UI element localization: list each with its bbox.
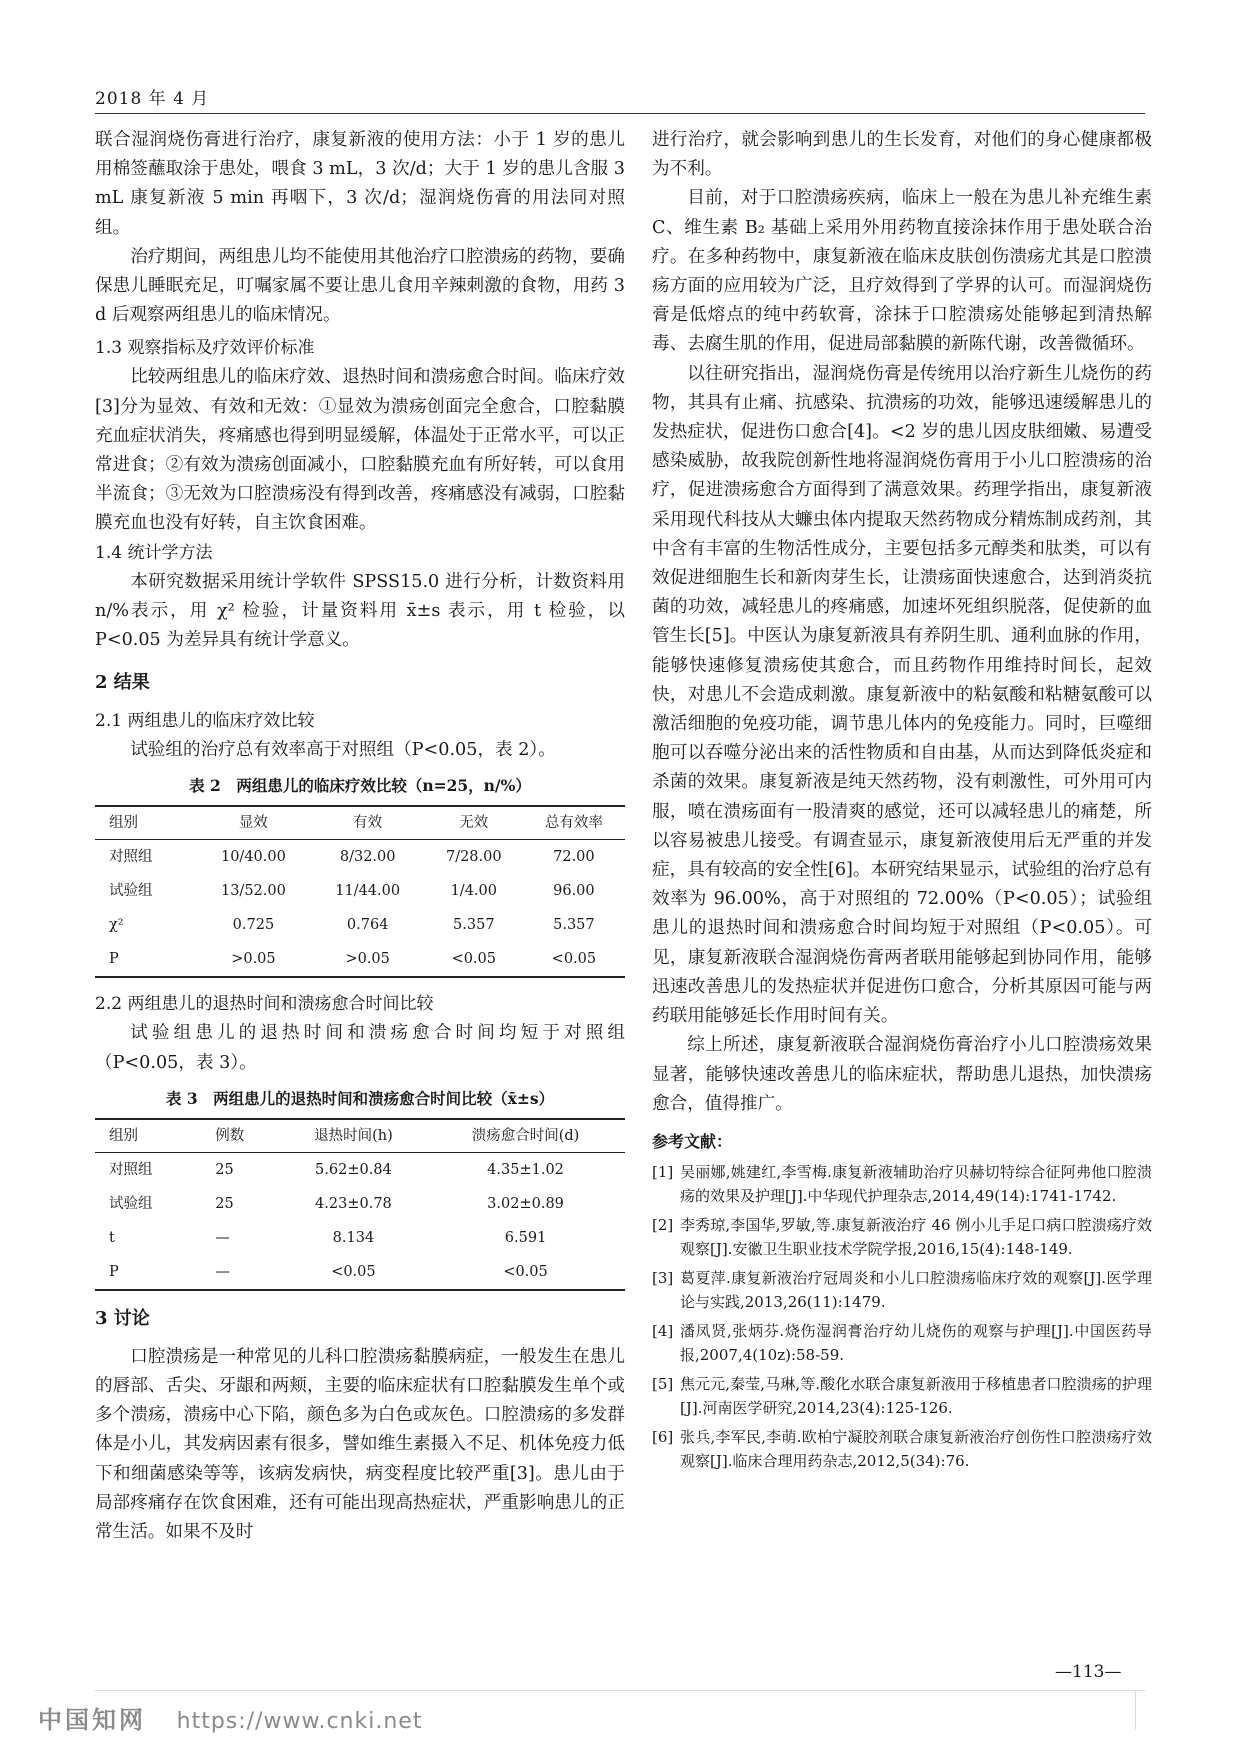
table-cell: 5.357 — [553, 917, 595, 934]
page-divider — [1135, 1690, 1136, 1730]
paragraph: 目前，对于口腔溃疡疾病，临床上一般在为患儿补充维生素 C、维生素 B₂ 基础上采用外用药物直接涂抹作用于患处联合治疗。在多种药物中，康复新液在临床皮肤创伤溃疡尤其是口腔溃疡方面的应用较为广泛，且疗效得到了学界的认可。而湿润烧伤膏是低熔点的纯中药软膏，涂抹于口腔溃疡处能够起到清热解毒、去腐生肌的作用，促进局部黏膜的新陈代谢，改善微循环。 — [652, 188, 1152, 355]
paragraph: 试验组的治疗总有效率高于对照组（P<0.05，表 2）。 — [130, 740, 556, 761]
table-cell: 4.35±1.02 — [487, 1161, 564, 1178]
reference-text: 焦元元,秦莹,马琳,等.酸化水联合康复新液用于移植患者口腔溃疡的护理[J].河南医学研究,2014,23(4):125-126. — [680, 1374, 1152, 1417]
table-header-cell: 例数 — [201, 1119, 280, 1153]
paragraph: 本研究数据采用统计学软件 SPSS15.0 进行分析，计数资料用 n/%表示，用 χ² 检验，计量资料用 x̄±s 表示，用 t 检验，以 P<0.05 为差异具有统计学意义。 — [95, 571, 625, 651]
watermark-url: https://www.cnki.net — [176, 1709, 423, 1734]
table-cell: χ² — [109, 917, 124, 934]
reference-number: [2] — [652, 1215, 674, 1234]
section-heading-2-2: 2.2 两组患儿的退热时间和溃疡愈合时间比较 — [95, 994, 434, 1015]
table-3-title: 表 3 两组患儿的退热时间和溃疡愈合时间比较（x̄±s） — [165, 1088, 555, 1108]
table-2-title: 表 2 两组患儿的临床疗效比较（n=25，n/%） — [189, 776, 531, 796]
table-header-cell: 总有效率 — [523, 806, 625, 840]
section-heading-1-4: 1.4 统计学方法 — [95, 542, 213, 563]
reference-item — [652, 1213, 1152, 1261]
table-cell: 25 — [215, 1161, 234, 1178]
right-column — [652, 126, 1152, 1473]
table-cell: 6.591 — [504, 1229, 547, 1246]
references-heading: 参考文献： — [652, 1131, 733, 1151]
table-header-cell: 显效 — [196, 806, 310, 840]
table-cell: 25 — [215, 1195, 234, 1212]
table-cell: 试验组 — [109, 1195, 153, 1212]
table-cell: 1/4.00 — [450, 883, 497, 900]
paragraph: 口腔溃疡是一种常见的儿科口腔溃疡黏膜病症，一般发生在患儿的唇部、舌尖、牙龈和两颊，主要的临床症状有口腔黏膜发生单个或多个溃疡，溃疡中心下陷，颜色多为白色或灰色。口腔溃疡的多发群体是小儿，其发病因素有很多，譬如维生素摄入不足、机体免疫力低下和细菌感染等等，该病发病快，病变程度比较严重[3]。患儿由于局部疼痛存在饮食困难，还有可能出现高热症状，严重影响患儿的正常生活。如果不及时 — [95, 1346, 625, 1543]
table-cell: 5.357 — [453, 917, 495, 934]
watermark — [38, 1700, 422, 1735]
table-cell: 3.02±0.89 — [487, 1195, 564, 1212]
table-header-cell: 溃疡愈合时间(d) — [426, 1119, 625, 1153]
table-cell: 对照组 — [109, 1161, 153, 1178]
table-2 — [95, 805, 625, 978]
reference-number: [5] — [652, 1374, 674, 1393]
table-cell: >0.05 — [345, 951, 390, 968]
table-cell: 试验组 — [109, 883, 153, 900]
table-cell: 对照组 — [109, 849, 153, 866]
cnki-logo: 中国知网 — [38, 1706, 146, 1734]
reference-number: [1] — [652, 1162, 674, 1181]
reference-text: 潘凤贤,张炳芬.烧伤湿润膏治疗幼儿烧伤的观察与护理[J].中国医药导报,2007,4(10z):58-59. — [680, 1321, 1152, 1364]
table-cell: P — [109, 951, 119, 968]
table-cell: 13/52.00 — [220, 883, 286, 900]
reference-item — [652, 1319, 1152, 1367]
table-row — [95, 908, 625, 942]
paragraph: 进行治疗，就会影响到患儿的生长发育，对他们的身心健康都极为不利。 — [652, 130, 1152, 180]
section-heading-3: 3 讨论 — [95, 1307, 150, 1329]
table-cell: — — [215, 1229, 230, 1246]
table-header-cell: 组别 — [95, 1119, 201, 1153]
table-row — [95, 942, 625, 977]
table-cell: 0.764 — [346, 917, 389, 934]
table-row — [95, 1152, 625, 1187]
table-row — [95, 1255, 625, 1290]
table-header-cell: 有效 — [311, 806, 425, 840]
table-cell: >0.05 — [231, 951, 276, 968]
table-row — [95, 874, 625, 908]
reference-text: 李秀琼,李国华,罗敏,等.康复新液治疗 46 例小儿手足口病口腔溃疡疗效观察[J].安徽卫生职业技术学院学报,2016,15(4):148-149. — [680, 1215, 1152, 1258]
reference-number: [6] — [652, 1427, 674, 1446]
table-cell: <0.05 — [503, 1263, 548, 1280]
table-cell: 10/40.00 — [220, 849, 286, 866]
paragraph: 以往研究指出，湿润烧伤膏是传统用以治疗新生儿烧伤的药物，其具有止痛、抗感染、抗溃疡的功效，能够迅速缓解患儿的发热症状，促进伤口愈合[4]。<2 岁的患儿因皮肤细嫩、易遭受感染威胁，故我院创新性地将湿润烧伤膏用于小儿口腔溃疡的治疗，促进溃疡愈合方面得到了满意效果。药理学指出，康复新液采用现代科技从大蠊虫体内提取天然药物成分精炼制成药剂，其中含有丰富的生物活性成分，主要包括多元醇类和肽类，可以有效促进细胞生长和新肉芽生长，让溃疡面快速愈合，达到消炎抗菌的功效，减轻患儿的疼痛感，加速坏死组织脱落，促使新的血管生长[5]。中医认为康复新液具有养阴生肌、通利血脉的作用，能够快速修复溃疡使其愈合，而且药物作用维持时间长，起效快，对患儿不会造成刺激。康复新液中的粘氨酸和粘糖氨酸可以激活细胞的免疫功能，调节患儿体内的免疫能力。同时，巨噬细胞可以吞噬分泌出来的活性物质和自由基，从而达到降低炎症和杀菌的效果。康复新液是纯天然药物，没有刺激性，可外用可内服，喷在溃疡面有一股清爽的感觉，还可以减轻患儿的痛楚，所以容易被患儿接受。有调查显示，康复新液使用后无严重的并发症，具有较高的安全性[6]。本研究结果显示，试验组的治疗总有效率为 96.00%，高于对照组的 72.00%（P<0.05）；试验组患儿的退热时间和溃疡愈合时间均短于对照组（P<0.05）。可见，康复新液联合湿润烧伤膏两者联用能够起到协同作用，能够迅速改善患儿的发热症状并促进伤口愈合，分析其原因可能与两药联用能够延长作用时间有关。 — [652, 363, 1152, 1027]
page-number: —113— — [1055, 1662, 1122, 1682]
footer-rule — [95, 1690, 1145, 1691]
table-header-cell: 无效 — [425, 806, 523, 840]
reference-text: 吴丽娜,姚建红,李雪梅.康复新液辅助治疗贝赫切特综合征阿弗他口腔溃疡的效果及护理[J].中华现代护理杂志,2014,49(14):1741-1742. — [680, 1162, 1152, 1205]
table-cell: t — [109, 1229, 115, 1246]
reference-item — [652, 1266, 1152, 1314]
section-heading-2-1: 2.1 两组患儿的临床疗效比较 — [95, 711, 315, 732]
table-row — [95, 1187, 625, 1221]
table-cell: 5.62±0.84 — [315, 1161, 392, 1178]
reference-number: [3] — [652, 1268, 674, 1287]
reference-item — [652, 1372, 1152, 1420]
table-cell: 8.134 — [332, 1229, 375, 1246]
reference-number: [4] — [652, 1321, 674, 1340]
table-cell: <0.05 — [451, 951, 496, 968]
paragraph: 综上所述，康复新液联合湿润烧伤膏治疗小儿口腔溃疡效果显著，能够快速改善患儿的临床症状，帮助患儿退热，加快溃疡愈合，值得推广。 — [652, 1035, 1152, 1114]
table-cell: <0.05 — [551, 951, 597, 968]
section-heading-1-3: 1.3 观察指标及疗效评价标准 — [95, 338, 315, 359]
paragraph: 试验组患儿的退热时间和溃疡愈合时间均短于对照组（P<0.05，表 3）。 — [95, 1023, 625, 1073]
reference-item — [652, 1425, 1152, 1473]
section-heading-2: 2 结果 — [95, 672, 150, 694]
paragraph: 联合湿润烧伤膏进行治疗，康复新液的使用方法：小于 1 岁的患儿用棉签蘸取涂于患处，喂食 3 mL，3 次/d；大于 1 岁的患儿含服 3 mL 康复新液 5 min 再咽下，3 次/d；湿润烧伤膏的用法同对照组。 — [95, 130, 625, 238]
table-cell: 96.00 — [553, 883, 595, 900]
table-cell: P — [109, 1263, 119, 1280]
left-column — [95, 126, 625, 1547]
table-header-cell: 退热时间(h) — [281, 1119, 426, 1153]
table-3 — [95, 1118, 625, 1291]
table-cell: 11/44.00 — [335, 883, 401, 900]
reference-list — [652, 1160, 1152, 1473]
reference-text: 葛夏萍.康复新液治疗冠周炎和小儿口腔溃疡临床疗效的观察[J].医学理论与实践,2013,26(11):1479. — [680, 1268, 1152, 1311]
table-row — [95, 1221, 625, 1255]
running-head: 2018 年 4 月 — [95, 89, 210, 109]
header-rule — [95, 113, 1145, 114]
table-cell: 8/32.00 — [339, 849, 396, 866]
table-cell: 0.725 — [232, 917, 275, 934]
paragraph: 比较两组患儿的临床疗效、退热时间和溃疡愈合时间。临床疗效[3]分为显效、有效和无效：①显效为溃疡创面完全愈合，口腔黏膜充血症状消失，疼痛感也得到明显缓解，体温处于正常水平，可以正常进食；②有效为溃疡创面减小，口腔黏膜充血有所好转，可以食用半流食；③无效为口腔溃疡没有得到改善，疼痛感没有减弱，口腔黏膜充血也没有好转，自主饮食困难。 — [95, 367, 625, 534]
table-cell: 72.00 — [553, 849, 595, 866]
table-cell: 4.23±0.78 — [315, 1195, 392, 1212]
reference-item — [652, 1160, 1152, 1208]
table-cell: — — [215, 1263, 230, 1280]
paragraph: 治疗期间，两组患儿均不能使用其他治疗口腔溃疡的药物，要确保患儿睡眠充足，叮嘱家属不要让患儿食用辛辣刺激的食物，用药 3 d 后观察两组患儿的临床情况。 — [95, 246, 625, 326]
table-header-row — [95, 806, 625, 840]
reference-text: 张兵,李军民,李萌.欧柏宁凝胶剂联合康复新液治疗创伤性口腔溃疡疗效观察[J].临床合理用药杂志,2012,5(34):76. — [680, 1427, 1152, 1470]
table-header-cell: 组别 — [95, 806, 196, 840]
table-row — [95, 840, 625, 875]
table-cell: 7/28.00 — [445, 849, 502, 866]
table-cell: <0.05 — [331, 1263, 376, 1280]
table-header-row — [95, 1119, 625, 1153]
